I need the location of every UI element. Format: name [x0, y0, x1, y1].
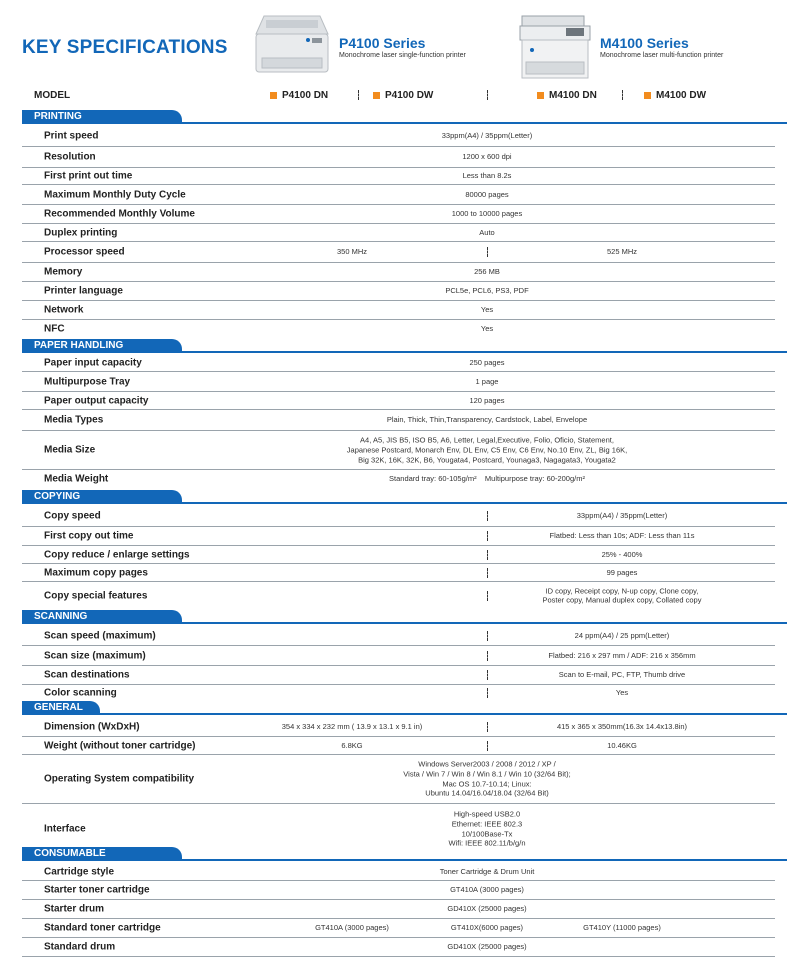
spec-label: Maximum copy pages — [44, 567, 148, 578]
spec-row-scan-speed — [22, 626, 775, 646]
series2-subtitle: Monochrome laser multi-function printer — [600, 52, 724, 59]
spec-value: GT410Y (11000 pages) — [583, 923, 661, 933]
spec-row-dimension — [22, 717, 775, 737]
spec-value-m4100: 525 MHz — [606, 247, 637, 257]
spec-row-first-print — [22, 168, 775, 185]
divider — [487, 651, 488, 661]
spec-value-p4100: 350 MHz — [336, 247, 367, 257]
spec-label: Starter drum — [44, 903, 105, 915]
spec-label: NFC — [44, 323, 65, 334]
spec-value-p4100: 6.8KG — [341, 740, 363, 750]
spec-value: GT410X(6000 pages) — [450, 923, 524, 933]
section-paper-handling-title: PAPER HANDLING — [22, 339, 182, 353]
spec-value: 24 ppm(A4) / 25 ppm(Letter) — [574, 630, 670, 640]
spec-row-starter-drum — [22, 900, 775, 919]
spec-label: Duplex printing — [44, 227, 118, 238]
section-printing-title: PRINTING — [22, 110, 182, 124]
spec-label: Copy special features — [44, 590, 148, 601]
spec-label: Resolution — [44, 151, 96, 163]
divider — [487, 568, 488, 578]
spec-value: 256 MB — [474, 267, 500, 277]
spec-row-media-size — [22, 431, 775, 470]
model-p4100dw: P4100 DW — [373, 90, 433, 101]
section-scanning-title: SCANNING — [22, 610, 182, 624]
spec-value: 33ppm(A4) / 35ppm(Letter) — [576, 511, 668, 521]
spec-row-print-speed — [22, 126, 775, 147]
divider — [487, 741, 488, 751]
spec-label: Color scanning — [44, 687, 117, 699]
spec-value: Less than 8.2s — [462, 171, 512, 181]
spec-value: 80000 pages — [465, 189, 509, 199]
spec-value: Yes — [480, 305, 494, 315]
spec-value: 1200 x 600 dpi — [462, 152, 512, 162]
spec-row-nfc — [22, 320, 775, 337]
spec-row-paper-output — [22, 392, 775, 410]
spec-label: Starter toner cartridge — [44, 884, 150, 896]
spec-row-recommended-volume — [22, 205, 775, 224]
spec-row-first-copy — [22, 527, 775, 546]
spec-label: Recommended Monthly Volume — [44, 208, 195, 220]
divider — [358, 90, 359, 100]
spec-row-multipurpose-tray — [22, 372, 775, 392]
spec-row-media-types — [22, 410, 775, 431]
spec-row-scan-destinations — [22, 666, 775, 685]
section-copying — [22, 490, 787, 504]
spec-label: Standard toner cartridge — [44, 922, 161, 934]
section-consumable-title: CONSUMABLE — [22, 847, 182, 861]
spec-row-processor — [22, 242, 775, 263]
spec-value: GD410X (25000 pages) — [447, 904, 527, 914]
divider — [487, 531, 488, 541]
spec-value: 99 pages — [606, 567, 638, 577]
spec-value: Scan to E-mail, PC, FTP, Thumb drive — [558, 670, 686, 680]
model-label: MODEL — [34, 90, 71, 101]
spec-value: 25% - 400% — [601, 549, 643, 559]
spec-value: ID copy, Receipt copy, N-up copy, Clone copy, Poster copy, Manual duplex copy, Collated copy — [542, 585, 702, 605]
spec-value-m4100: 415 x 365 x 350mm(16.3x 14.4x13.8in) — [556, 721, 688, 731]
spec-label: Processor speed — [44, 246, 125, 258]
spec-value: GD410X (25000 pages) — [447, 942, 527, 952]
spec-value: GT410A (3000 pages) — [315, 923, 389, 933]
spec-label: Cartridge style — [44, 866, 115, 877]
divider — [487, 511, 488, 521]
spec-row-duplex — [22, 224, 775, 242]
spec-value: 1000 to 10000 pages — [451, 209, 523, 219]
spec-label: Media Types — [44, 414, 104, 426]
spec-value: Auto — [479, 227, 495, 237]
spec-label: Media Weight — [44, 473, 109, 485]
spec-row-memory — [22, 263, 775, 282]
spec-row-network — [22, 301, 775, 320]
spec-label: Weight (without toner cartridge) — [44, 740, 196, 751]
spec-value: 33ppm(A4) / 35ppm(Letter) — [441, 131, 533, 141]
spec-row-copy-special — [22, 582, 775, 609]
spec-row-copy-speed — [22, 506, 775, 527]
series1-subtitle: Monochrome laser single-function printer — [339, 52, 466, 59]
spec-value: A4, A5, JIS B5, ISO B5, A6, Letter, Legal,Executive, Folio, Oficio, Statement, Japanese Postcard, Monarch Env, DL Env, C5 Env, C6 Env, No.10 Env, ZL, Big 16K, Big 32K, 16K, 32K, B6, Yougata4, Postcard, Younaga3, Nagagata3, Yougata2 — [346, 435, 628, 464]
section-scanning — [22, 610, 787, 624]
spec-value: Yes — [480, 323, 494, 333]
spec-label: Multipurpose Tray — [44, 376, 131, 387]
p4100-printer-image — [252, 12, 332, 76]
model-row — [0, 88, 787, 106]
series1-name: P4100 Series — [339, 35, 426, 51]
spec-label: Memory — [44, 266, 83, 278]
spec-row-media-weight — [22, 470, 775, 488]
section-paper-handling — [22, 339, 787, 353]
divider — [487, 591, 488, 601]
spec-row-resolution — [22, 147, 775, 168]
spec-row-printer-language — [22, 282, 775, 301]
section-printing — [22, 110, 787, 124]
divider — [622, 90, 623, 100]
spec-value: Toner Cartridge & Drum Unit — [439, 866, 535, 876]
spec-row-copy-reduce — [22, 546, 775, 564]
spec-row-standard-toner — [22, 919, 775, 938]
spec-row-scan-size — [22, 646, 775, 666]
page-title: KEY SPECIFICATIONS — [22, 37, 228, 58]
divider — [487, 550, 488, 560]
spec-label: Paper output capacity — [44, 395, 149, 406]
m4100-printer-image — [518, 14, 592, 80]
spec-label: Scan speed (maximum) — [44, 630, 156, 641]
spec-value: PCL5e, PCL6, PS3, PDF — [445, 286, 529, 296]
divider — [487, 631, 488, 641]
divider — [487, 722, 488, 732]
spec-label: Maximum Monthly Duty Cycle — [44, 189, 186, 200]
orange-square-icon — [373, 92, 380, 99]
spec-value-m4100: 10.46KG — [607, 740, 637, 750]
spec-label: Dimension (WxDxH) — [44, 721, 140, 732]
spec-value: Flatbed: Less than 10s; ADF: Less than 11s — [549, 531, 695, 541]
spec-label: Print speed — [44, 130, 99, 142]
section-copying-title: COPYING — [22, 490, 182, 504]
spec-label: Network — [44, 304, 84, 316]
spec-row-cartridge-style — [22, 863, 775, 881]
spec-row-max-copy — [22, 564, 775, 582]
spec-value: Windows Server2003 / 2008 / 2012 / XP / Vista / Win 7 / Win 8 / Win 8.1 / Win 10 (32/64 Bit); Mac OS 10.7-10.14; Linux: Ubuntu 14.04/16.04/18.04 (32/64 Bit) — [403, 759, 571, 798]
spec-value: Yes — [615, 688, 629, 698]
spec-label: Scan size (maximum) — [44, 650, 146, 661]
header — [0, 0, 787, 88]
divider — [487, 90, 488, 100]
spec-label: Copy speed — [44, 510, 101, 522]
spec-value: 250 pages — [469, 358, 505, 368]
model-m4100dn: M4100 DN — [537, 90, 597, 101]
orange-square-icon — [644, 92, 651, 99]
spec-row-interface — [22, 808, 775, 850]
spec-label: First copy out time — [44, 530, 134, 542]
spec-label: Standard drum — [44, 941, 116, 953]
spec-label: Interface — [44, 823, 86, 835]
spec-value: 120 pages — [469, 395, 505, 405]
spec-value: High-speed USB2.0 Ethernet: IEEE 802.3 10/100Base-Tx Wifi: IEEE 802.11/b/g/n — [448, 809, 526, 848]
spec-value: Plain, Thick, Thin,Transparency, Cardstock, Label, Envelope — [386, 415, 588, 425]
spec-label: Operating System compatibility — [44, 773, 195, 785]
spec-value: Flatbed: 216 x 297 mm / ADF: 216 x 356mm — [548, 650, 696, 660]
section-general — [22, 701, 787, 715]
orange-square-icon — [270, 92, 277, 99]
series2-name: M4100 Series — [600, 35, 689, 51]
divider — [487, 247, 488, 257]
spec-label: First print out time — [44, 170, 133, 182]
spec-row-paper-input — [22, 355, 775, 372]
spec-value-p4100: 354 x 334 x 232 mm ( 13.9 x 13.1 x 9.1 in) — [281, 721, 423, 731]
spec-row-standard-drum — [22, 938, 775, 957]
spec-label: Copy reduce / enlarge settings — [44, 549, 190, 560]
spec-label: Paper input capacity — [44, 357, 142, 369]
spec-label: Scan destinations — [44, 669, 130, 681]
divider — [487, 670, 488, 680]
spec-row-os-compatibility — [22, 755, 775, 804]
spec-row-color-scanning — [22, 685, 775, 701]
spec-row-weight — [22, 737, 775, 755]
spec-label: Media Size — [44, 444, 96, 456]
spec-value: 1 page — [475, 376, 499, 386]
spec-label: Printer language — [44, 285, 123, 297]
spec-value: Standard tray: 60-105g/m² Multipurpose tray: 60-200g/m² — [389, 474, 585, 484]
section-consumable — [22, 847, 787, 861]
divider — [487, 688, 488, 698]
model-m4100dw: M4100 DW — [644, 90, 706, 101]
spec-value: GT410A (3000 pages) — [450, 885, 524, 895]
orange-square-icon — [537, 92, 544, 99]
model-p4100dn: P4100 DN — [270, 90, 328, 101]
section-general-title: GENERAL — [22, 701, 100, 715]
spec-row-duty-cycle — [22, 185, 775, 205]
spec-row-starter-toner — [22, 881, 775, 900]
